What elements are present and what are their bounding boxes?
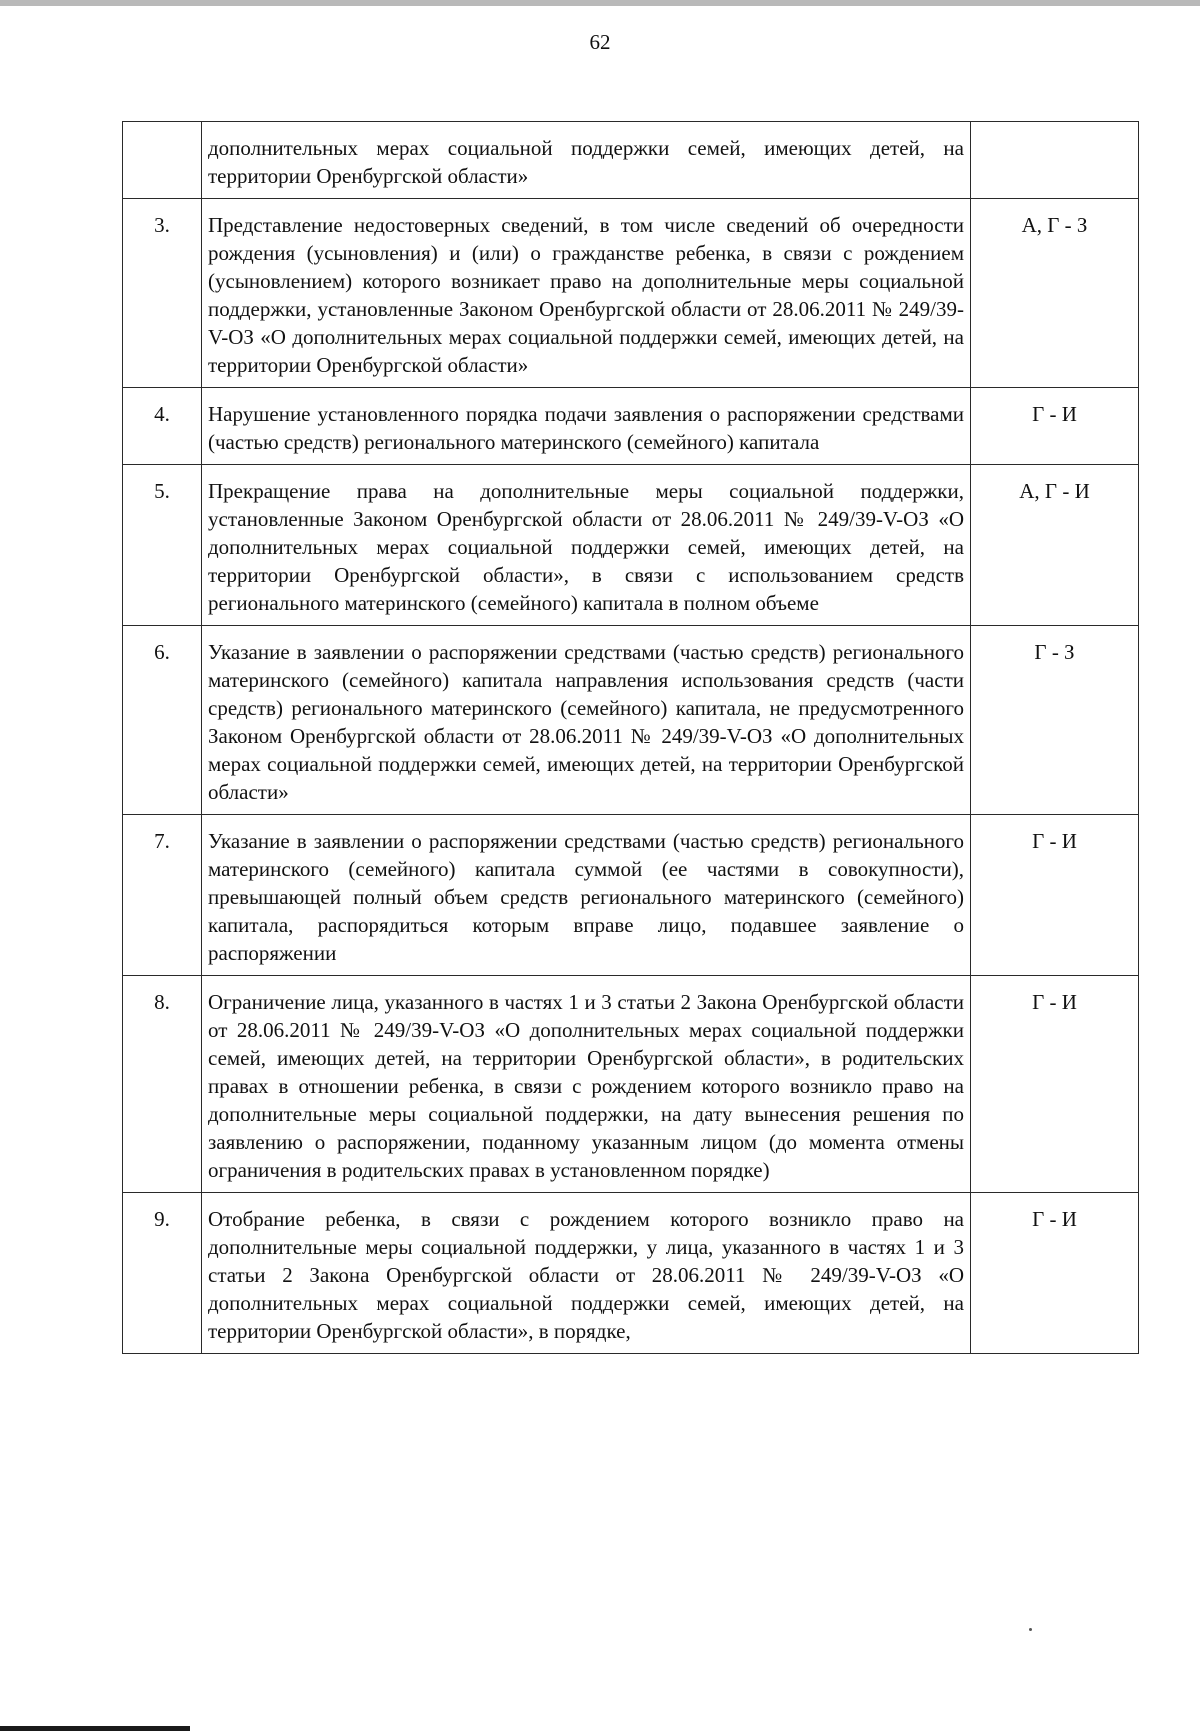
row-code: Г - З bbox=[971, 626, 1139, 815]
row-code: А, Г - И bbox=[971, 465, 1139, 626]
row-number: 6. bbox=[123, 626, 202, 815]
row-text: Отобрание ребенка, в связи с рождением которого возникло право на дополнительные меры социальной поддержки, у лица, указанного в частях 1 и 3 статьи 2 Закона Оренбургской области от 28.06.2011 № 249/39-V-ОЗ «О дополнительных мерах социальной поддержки семей, имеющих детей, на территории Оренбургской области», в порядке, bbox=[202, 1193, 971, 1354]
row-text: Указание в заявлении о распоряжении средствами (частью средств) регионального материнского (семейного) капитала направления использования средств (части средств) регионального материнского (семейного) капитала, не предусмотренного Законом Оренбургской области от 28.06.2011 № 249/39-V-ОЗ «О дополнительных мерах социальной поддержки семей, имеющих детей, на территории Оренбургской области» bbox=[202, 626, 971, 815]
row-text: дополнительных мерах социальной поддержки семей, имеющих детей, на территории Оренбургской области» bbox=[202, 122, 971, 199]
scan-speck bbox=[1029, 1628, 1032, 1631]
table-row bbox=[123, 465, 1139, 626]
table-row bbox=[123, 122, 1139, 199]
table-row bbox=[123, 388, 1139, 465]
table-row bbox=[123, 1193, 1139, 1354]
row-number: 9. bbox=[123, 1193, 202, 1354]
row-number: 3. bbox=[123, 199, 202, 388]
row-code: Г - И bbox=[971, 815, 1139, 976]
row-text: Представление недостоверных сведений, в том числе сведений об очередности рождения (усыновления) и (или) о гражданстве ребенка, в связи с рождением (усыновлением) которого возникает право на дополнительные меры социальной поддержки, установленные Законом Оренбургской области от 28.06.2011 № 249/39-V-ОЗ «О дополнительных мерах социальной поддержки семей, имеющих детей, на территории Оренбургской области» bbox=[202, 199, 971, 388]
row-number: 4. bbox=[123, 388, 202, 465]
grounds-table bbox=[122, 121, 1139, 1354]
page-number: 62 bbox=[589, 30, 611, 54]
row-text: Указание в заявлении о распоряжении средствами (частью средств) регионального материнского (семейного) капитала суммой (ее частями в совокупности), превышающей полный объем средств регионального материнского (семейного) капитала, распорядиться которым вправе лицо, подавшее заявление о распоряжении bbox=[202, 815, 971, 976]
table-row bbox=[123, 626, 1139, 815]
row-code: Г - И bbox=[971, 388, 1139, 465]
scan-edge-top bbox=[0, 0, 1200, 6]
row-code: Г - И bbox=[971, 1193, 1139, 1354]
row-text: Нарушение установленного порядка подачи заявления о распоряжении средствами (частью средств) регионального материнского (семейного) капитала bbox=[202, 388, 971, 465]
row-code: А, Г - З bbox=[971, 199, 1139, 388]
row-code: Г - И bbox=[971, 976, 1139, 1193]
table-row bbox=[123, 976, 1139, 1193]
table-row bbox=[123, 199, 1139, 388]
row-text: Ограничение лица, указанного в частях 1 и 3 статьи 2 Закона Оренбургской области от 28.06.2011 № 249/39-V-ОЗ «О дополнительных мерах социальной поддержки семей, имеющих детей, на территории Оренбургской области», в родительских правах в отношении ребенка, в связи с рождением которого возникло право на дополнительные меры социальной поддержки, на дату вынесения решения по заявлению о распоряжении, поданному указанным лицом (до момента отмены ограничения в родительских правах в установленном порядке) bbox=[202, 976, 971, 1193]
row-number bbox=[123, 122, 202, 199]
row-text: Прекращение права на дополнительные меры социальной поддержки, установленные Законом Оренбургской области от 28.06.2011 № 249/39-V-ОЗ «О дополнительных мерах социальной поддержки семей, имеющих детей, на территории Оренбургской области», в связи с использованием средств регионального материнского (семейного) капитала в полном объеме bbox=[202, 465, 971, 626]
row-code bbox=[971, 122, 1139, 199]
scan-edge-bottom bbox=[0, 1726, 190, 1731]
row-number: 5. bbox=[123, 465, 202, 626]
row-number: 8. bbox=[123, 976, 202, 1193]
table-row bbox=[123, 815, 1139, 976]
row-number: 7. bbox=[123, 815, 202, 976]
